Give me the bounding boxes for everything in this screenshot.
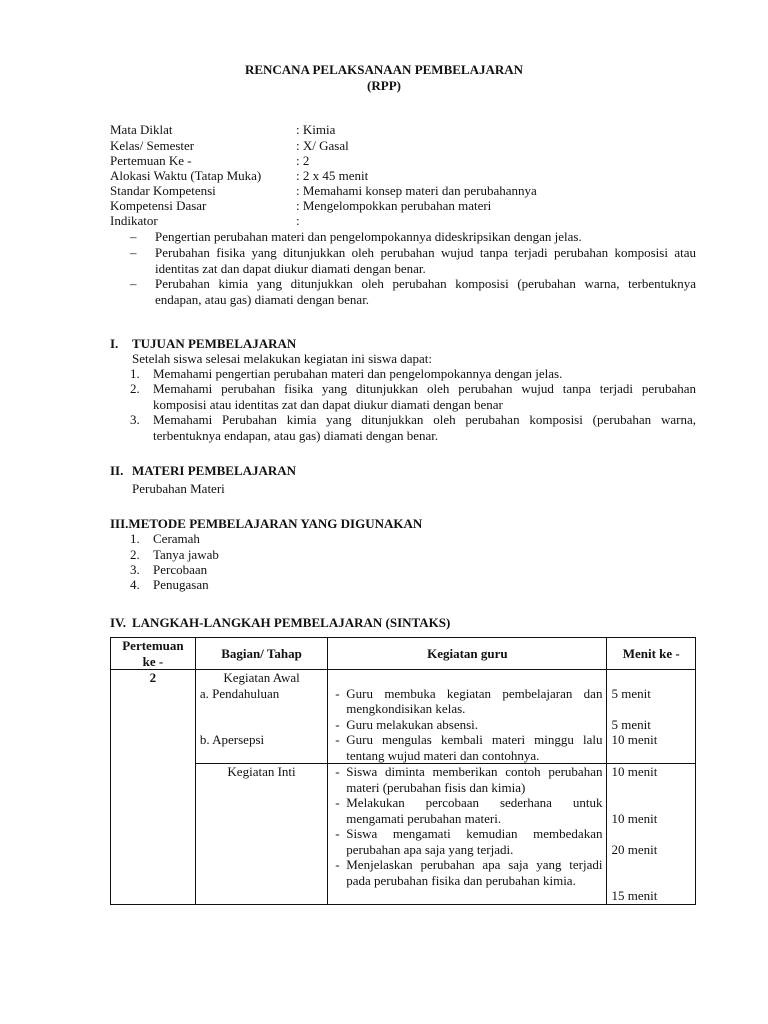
bagian-awal-cell [195,670,327,764]
section-heading-materi [110,463,296,479]
list-number: 2. [130,381,140,396]
activity-text: Siswa mengamati kemudian membedakan perubahan apa saja yang terjadi. [346,826,603,857]
activity-item [335,685,603,717]
activity-text: Guru membuka kegiatan pembelajaran dan mengkondisikan kelas. [346,685,603,716]
minute-value: 15 menit [611,888,658,903]
materi-text: Perubahan Materi [132,481,225,496]
section-heading-tujuan [110,336,296,352]
indikator-item [130,245,696,276]
info-row-kelas [110,138,710,154]
indikator-text: Perubahan kimia yang ditunjukkan oleh perubahan komposisi (perubahan warna, terbentuknya endapan, atau gas) diamati dengan benar. [155,276,696,307]
info-label: Kompetensi Dasar [110,198,207,213]
sintaks-table [110,637,696,905]
pertemuan-cell: 2 [111,670,196,905]
dash-bullet: - [335,732,340,747]
dash-bullet: - [335,857,340,872]
metode-item [130,531,696,547]
dash-bullet: - [335,764,340,779]
indikator-text: Perubahan fisika yang ditunjukkan oleh perubahan wujud tanpa terjadi perubahan komposisi atau identitas zat dan dapat diukur diamati dengan benar. [155,245,696,276]
list-text: Memahami Perubahan kimia yang ditunjukkan oleh perubahan komposisi (perubahan warna, terbentuknya endapan, atau gas) diamati dengan benar. [153,412,696,443]
table-row [111,670,696,764]
header-menit: Menit ke - [607,638,696,670]
table-row [111,764,696,905]
section-title: LANGKAH-LANGKAH PEMBELAJARAN (SINTAKS) [132,615,451,630]
activity-item [335,826,603,857]
activity-text: Siswa diminta memberikan contoh perubahan materi (perubahan fisis dan kimia) [346,764,603,795]
bagian-awal-label: Kegiatan Awal [223,670,300,685]
info-value: : Kimia [296,122,336,137]
document-title: RENCANA PELAKSANAAN PEMBELAJARAN [244,62,524,77]
activity-text: Menjelaskan perubahan apa saja yang terjadi pada perubahan fisika dan perubahan kimia. [346,857,603,888]
menit-awal-cell [607,670,696,764]
list-text: Memahami perubahan fisika yang ditunjukkan oleh perubahan wujud tanpa terjadi perubahan komposisi atau identitas zat dan dapat diukur diamati dengan benar [153,381,696,412]
activity-text: Guru melakukan absensi. [346,716,479,732]
section-number: II. [110,463,124,478]
tujuan-item [130,412,696,443]
header-pertemuan: Pertemuan ke - [111,638,196,670]
tujuan-intro: Setelah siswa selesai melakukan kegiatan ini siswa dapat: [132,351,432,366]
section-number: I. [110,336,119,351]
info-label: Kelas/ Semester [110,138,195,153]
activity-item [335,795,603,826]
list-text: Penugasan [153,577,209,592]
metode-item [130,547,696,563]
info-row-standar-kompetensi [110,183,710,199]
menit-inti-cell [607,764,696,905]
section-heading-metode: III.METODE PEMBELAJARAN YANG DIGUNAKAN [110,516,423,531]
minute-value: 10 menit [611,810,658,826]
dash-bullet: – [130,229,137,244]
tujuan-item [130,366,696,382]
dash-bullet: – [130,245,137,260]
section-number: IV. [110,615,127,630]
info-row-mata-diklat [110,122,710,138]
activity-text: Guru mengulas kembali materi minggu lalu tentang wujud materi dan contohnya. [346,732,603,763]
minute-value: 10 menit [611,764,658,779]
table-header-row [111,638,696,670]
dash-bullet: – [130,276,137,291]
bagian-apersepsi-label: b. Apersepsi [199,732,265,747]
activity-item [335,857,603,888]
info-row-pertemuan [110,153,710,169]
info-value: : 2 [296,153,310,168]
section-heading-langkah [110,615,450,631]
info-label: Standar Kompetensi [110,183,216,198]
document-subtitle: (RPP) [367,78,401,93]
bagian-inti-cell: Kegiatan Inti [195,764,327,905]
info-row-kompetensi-dasar [110,198,710,214]
minute-value: 20 menit [611,841,658,857]
tujuan-item [130,381,696,412]
info-value: : Memahami konsep materi dan perubahannya [296,183,537,198]
info-row-indikator [110,213,710,229]
dash-bullet: - [335,826,340,841]
header-bagian: Bagian/ Tahap [195,638,327,670]
indikator-item [130,276,696,307]
info-label: Mata Diklat [110,122,173,137]
info-row-alokasi-waktu [110,168,710,184]
minute-value: 10 menit [611,732,658,747]
list-text: Percobaan [153,562,208,577]
list-number: 3. [130,412,140,427]
list-number: 1. [130,531,140,546]
section-title: TUJUAN PEMBELAJARAN [132,336,297,351]
list-number: 1. [130,366,140,381]
dash-bullet: - [335,716,340,732]
info-value: : X/ Gasal [296,138,349,153]
dash-bullet: - [335,685,340,701]
minute-value: 5 menit [611,685,651,701]
info-value: : [296,213,300,228]
metode-item [130,562,696,578]
list-number: 2. [130,547,140,562]
kegiatan-awal-cell [328,670,607,764]
indikator-text: Pengertian perubahan materi dan pengelompokannya dideskripsikan dengan jelas. [155,229,582,244]
list-text: Memahami pengertian perubahan materi dan pengelompokannya dengan jelas. [153,366,563,381]
header-kegiatan: Kegiatan guru [328,638,607,670]
list-text: Ceramah [153,531,200,546]
bagian-pendahuluan-label: a. Pendahuluan [199,685,280,701]
indikator-item [130,229,696,245]
activity-item [335,764,603,795]
list-number: 3. [130,562,140,577]
activity-item [335,732,603,763]
list-text: Tanya jawab [153,547,219,562]
list-number: 4. [130,577,140,592]
activity-item [335,716,602,733]
kegiatan-inti-cell [328,764,607,905]
info-label: Pertemuan Ke - [110,153,192,168]
info-value: : Mengelompokkan perubahan materi [296,198,492,213]
minute-value: 5 menit [611,716,651,732]
info-value: : 2 x 45 menit [296,168,369,183]
section-title: MATERI PEMBELAJARAN [132,463,297,478]
dash-bullet: - [335,795,340,810]
activity-text: Melakukan percobaan sederhana untuk mengamati perubahan materi. [346,795,603,826]
info-label: Indikator [110,213,158,228]
info-label: Alokasi Waktu (Tatap Muka) [110,168,262,183]
metode-item [130,577,696,593]
